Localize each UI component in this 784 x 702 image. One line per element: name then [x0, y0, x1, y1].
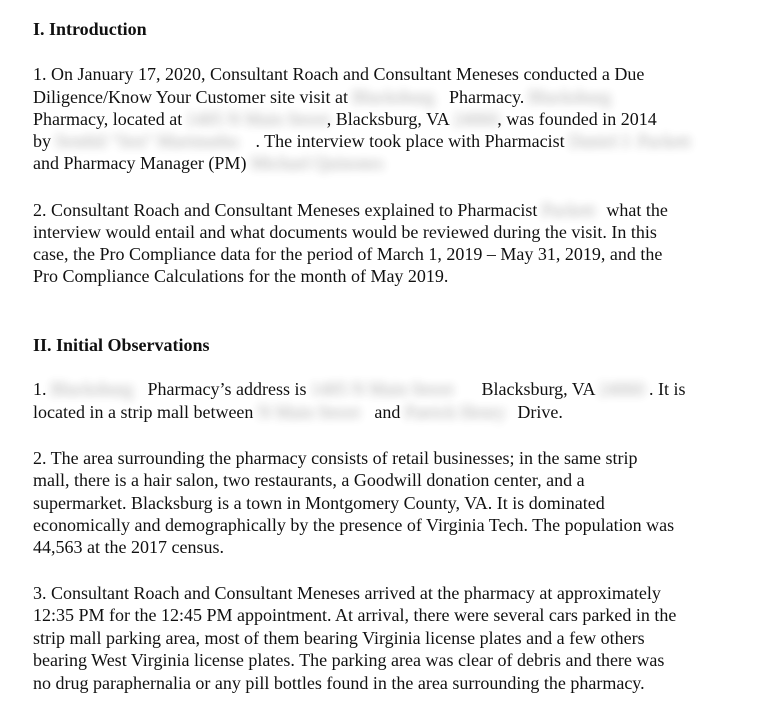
text: bearing West Virginia license plates. The parking area was clear of debris and there was	[33, 650, 665, 670]
redacted-zip-code: 24060	[599, 379, 644, 399]
text: 1. On January 17, 2020, Consultant Roach and Consultant Meneses conducted a Due	[33, 64, 645, 84]
text: 12:35 PM for the 12:45 PM appointment. At arrival, there were several cars parked in the	[33, 605, 677, 625]
paragraph-line	[33, 378, 686, 400]
paragraph-line	[33, 63, 644, 85]
redacted-street-address: 1405 N Main Street	[310, 379, 454, 399]
paragraph-line	[33, 199, 668, 221]
text: by	[33, 131, 56, 151]
redacted-street-address: 1405 N Main Street	[186, 109, 330, 129]
paragraph-line	[33, 447, 638, 469]
redacted-manager-name: Michael Quinones	[250, 153, 384, 173]
text: , Blacksburg, VA	[326, 109, 454, 129]
redacted-pharmacist-name: Packett	[541, 200, 595, 220]
redacted-pharmacy-name: Blacksburg	[528, 87, 611, 107]
redacted-pharmacy-name: Blacksburg	[51, 379, 133, 399]
text: 1.	[33, 379, 51, 399]
paragraph-line	[33, 492, 605, 514]
paragraph-line	[33, 108, 657, 130]
paragraph-line	[33, 152, 401, 174]
redacted-zip-code: 24060	[453, 109, 499, 129]
text: . It is	[649, 379, 686, 399]
text: mall, there is a hair salon, two restaurants, a Goodwill donation center, and a	[33, 470, 585, 490]
text: and Pharmacy Manager (PM)	[33, 153, 251, 173]
paragraph-line	[33, 469, 585, 491]
paragraph-line	[33, 401, 563, 423]
paragraph-line	[33, 672, 645, 694]
text: strip mall parking area, most of them bearing Virginia license plates and a few others	[33, 628, 645, 648]
text: Diligence/Know Your Customer site visit at	[33, 87, 353, 107]
paragraph-line	[33, 514, 674, 536]
text: 2. The area surrounding the pharmacy consists of retail businesses; in the same strip	[33, 448, 638, 468]
redacted-pharmacy-name: Blacksburg	[352, 87, 435, 107]
text: Pharmacy, located at	[33, 109, 187, 129]
paragraph-line	[33, 265, 448, 287]
redacted-street-name: N Main Street	[257, 402, 360, 422]
redacted-pharmacist-name: Daniel J. Packett	[569, 131, 691, 151]
text: Pharmacy.	[444, 87, 529, 107]
text: Pro Compliance Calculations for the month of May 2019.	[33, 266, 449, 286]
text: Drive.	[512, 402, 563, 422]
text: Pharmacy’s address is	[143, 379, 311, 399]
paragraph-line	[33, 86, 621, 108]
redacted-founder-name: Senthil "Sen" Marimuthu	[55, 131, 239, 151]
text: Blacksburg, VA	[476, 379, 599, 399]
paragraph-line	[33, 221, 657, 243]
text: interview would entail and what documents would be reviewed during the visit. In this	[33, 222, 657, 242]
text: 44,563 at the 2017 census.	[33, 537, 224, 557]
text: 3. Consultant Roach and Consultant Meneses arrived at the pharmacy at approximately	[33, 583, 661, 603]
paragraph-line	[33, 536, 224, 558]
paragraph-line	[33, 582, 661, 604]
text: what the	[601, 200, 668, 220]
section-heading-initial-observations: II. Initial Observations	[33, 335, 210, 355]
paragraph-line	[33, 649, 664, 671]
text: , was founded in 2014	[497, 109, 657, 129]
section-heading-introduction: I. Introduction	[33, 19, 147, 39]
text: . The interview took place with Pharmacist	[255, 131, 570, 151]
paragraph-line	[33, 243, 662, 265]
text: located in a strip mall between	[33, 402, 258, 422]
text: supermarket. Blacksburg is a town in Montgomery County, VA. It is dominated	[33, 493, 605, 513]
redacted-street-name: Patrick Henry	[404, 402, 506, 422]
text: 2. Consultant Roach and Consultant Meneses explained to Pharmacist	[33, 200, 542, 220]
paragraph-line	[33, 627, 645, 649]
text: no drug paraphernalia or any pill bottles found in the area surrounding the pharmacy.	[33, 673, 645, 693]
paragraph-line	[33, 604, 676, 626]
text: and	[369, 402, 405, 422]
text: economically and demographically by the presence of Virginia Tech. The population was	[33, 515, 675, 535]
paragraph-line	[33, 130, 703, 152]
text: case, the Pro Compliance data for the period of March 1, 2019 – May 31, 2019, and the	[33, 244, 663, 264]
